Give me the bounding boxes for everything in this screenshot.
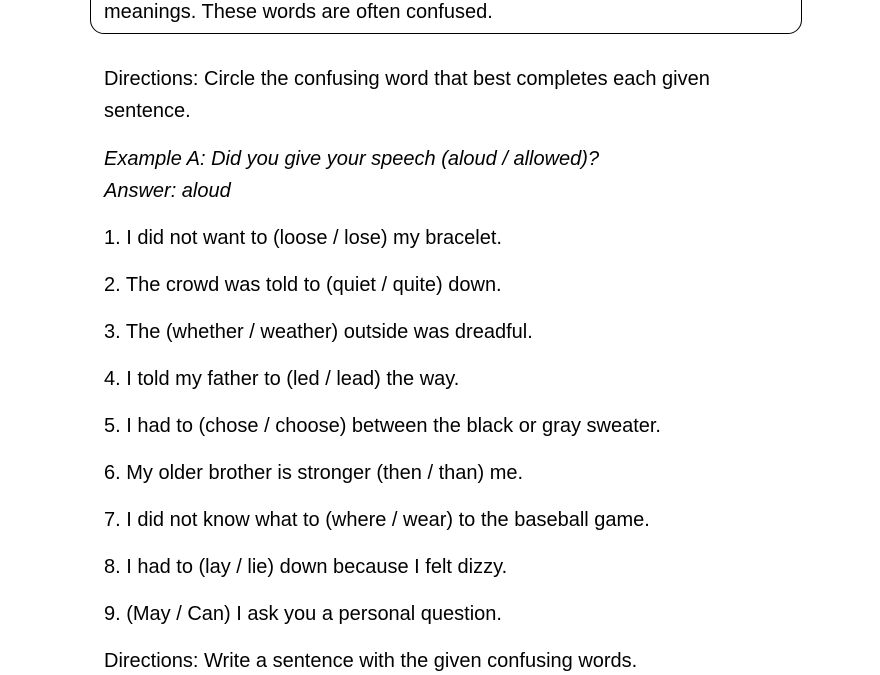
question-1: 1. I did not want to (loose / lose) my bracelet.: [104, 227, 502, 249]
question-2: 2. The crowd was told to (quiet / quite) down.: [104, 274, 502, 296]
question-3: 3. The (whether / weather) outside was dreadful.: [104, 321, 533, 343]
question-7: 7. I did not know what to (where / wear) to the baseball game.: [104, 509, 650, 531]
directions2-line-1: Directions: Write a sentence with the given confusing words.: [104, 650, 638, 672]
question-6: 6. My older brother is stronger (then / than) me.: [104, 462, 524, 484]
example-question: Example A: Did you give your speech (aloud / allowed)?: [104, 148, 600, 170]
directions-line-2: sentence.: [104, 100, 191, 122]
directions-line-1: Directions: Circle the confusing word that best completes each given: [104, 68, 710, 90]
example-answer: Answer: aloud: [104, 180, 231, 202]
question-5: 5. I had to (chose / choose) between the black or gray sweater.: [104, 415, 661, 437]
question-8: 8. I had to (lay / lie) down because I felt dizzy.: [104, 556, 508, 578]
question-4: 4. I told my father to (led / lead) the way.: [104, 368, 460, 390]
question-9: 9. (May / Can) I ask you a personal question.: [104, 603, 502, 625]
intro-text: meanings. These words are often confused.: [104, 1, 493, 23]
